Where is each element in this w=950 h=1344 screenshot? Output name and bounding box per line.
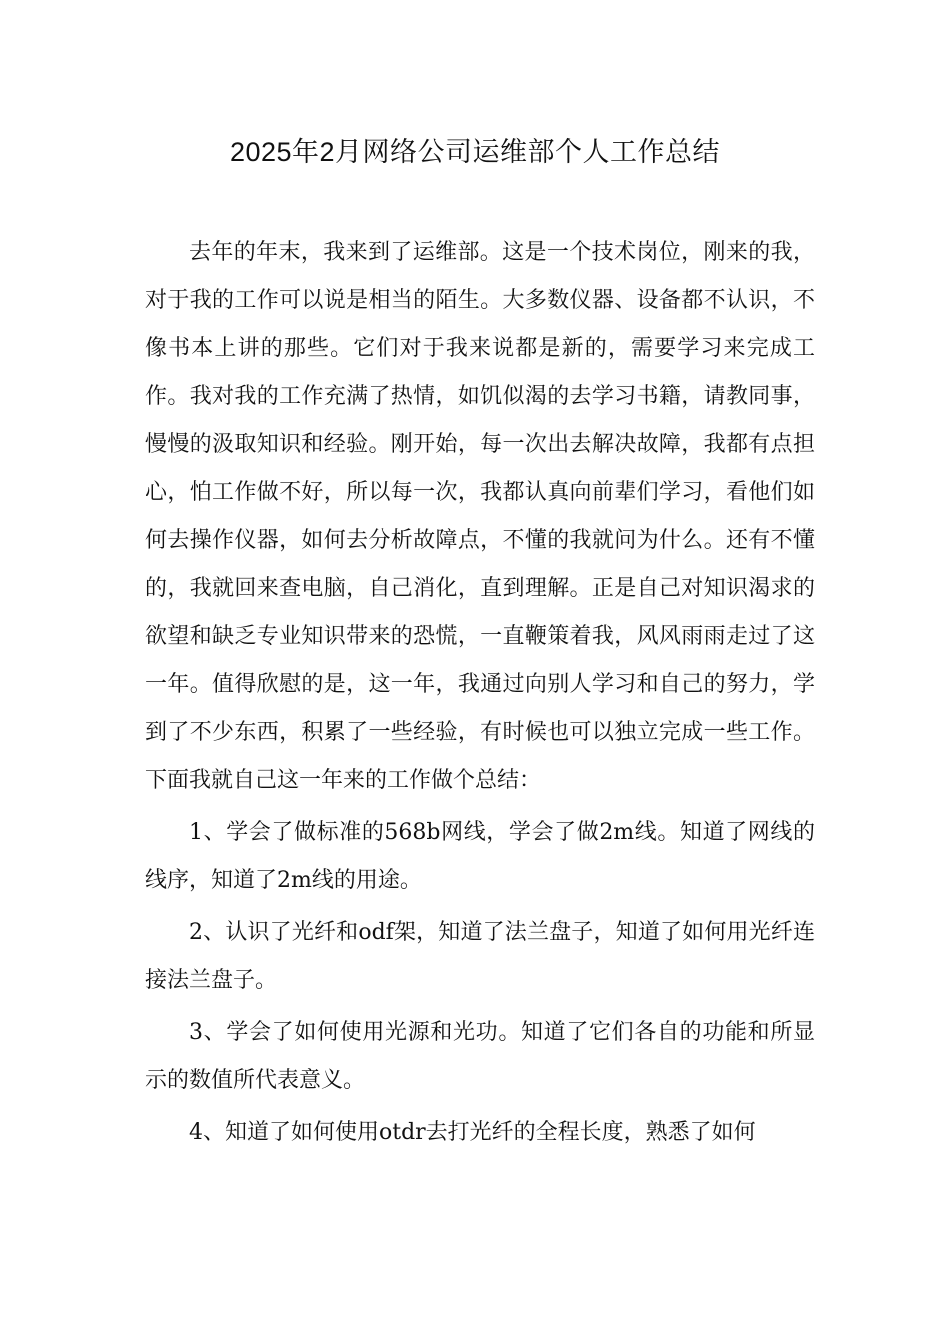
list-item-2: 2、认识了光纤和odf架，知道了法兰盘子，知道了如何用光纤连接法兰盘子。	[145, 920, 815, 993]
intro-paragraph: 去年的年末，我来到了运维部。这是一个技术岗位，刚来的我，对于我的工作可以说是相当的陌生。大多数仪器、设备都不认识，不像书本上讲的那些。它们对于我来说都是新的，需要学习来完成工作。我对我的工作充满了热情，如饥似渴的去学习书籍，请教同事，慢慢的汲取知识和经验。刚开始，每一次出去解决故障，我都有点担心，怕工作做不好，所以每一次，我都认真向前辈们学习，看他们如何去操作仪器，如何去分析故障点，不懂的我就问为什么。还有不懂的，我就回来查电脑，自己消化，直到理解。正是自己对知识渴求的欲望和缺乏专业知识带来的恐慌，一直鞭策着我，风风雨雨走过了这一年。值得欣慰的是，这一年，我通过向别人学习和自己的努力，学到了不少东西，积累了一些经验，有时候也可以独立完成一些工作。下面我就自己这一年来的工作做个总结：	[145, 240, 815, 793]
document-body	[145, 229, 815, 1157]
document-title: 2025年2月网络公司运维部个人工作总结	[229, 137, 721, 167]
list-item-3: 3、学会了如何使用光源和光功。知道了它们各自的功能和所显示的数值所代表意义。	[145, 1020, 815, 1093]
list-item-1: 1、学会了做标准的568b网线，学会了做2m线。知道了网线的线序，知道了2m线的用途。	[145, 820, 815, 893]
list-item-4: 4、知道了如何使用otdr去打光纤的全程长度，熟悉了如何	[189, 1120, 756, 1145]
